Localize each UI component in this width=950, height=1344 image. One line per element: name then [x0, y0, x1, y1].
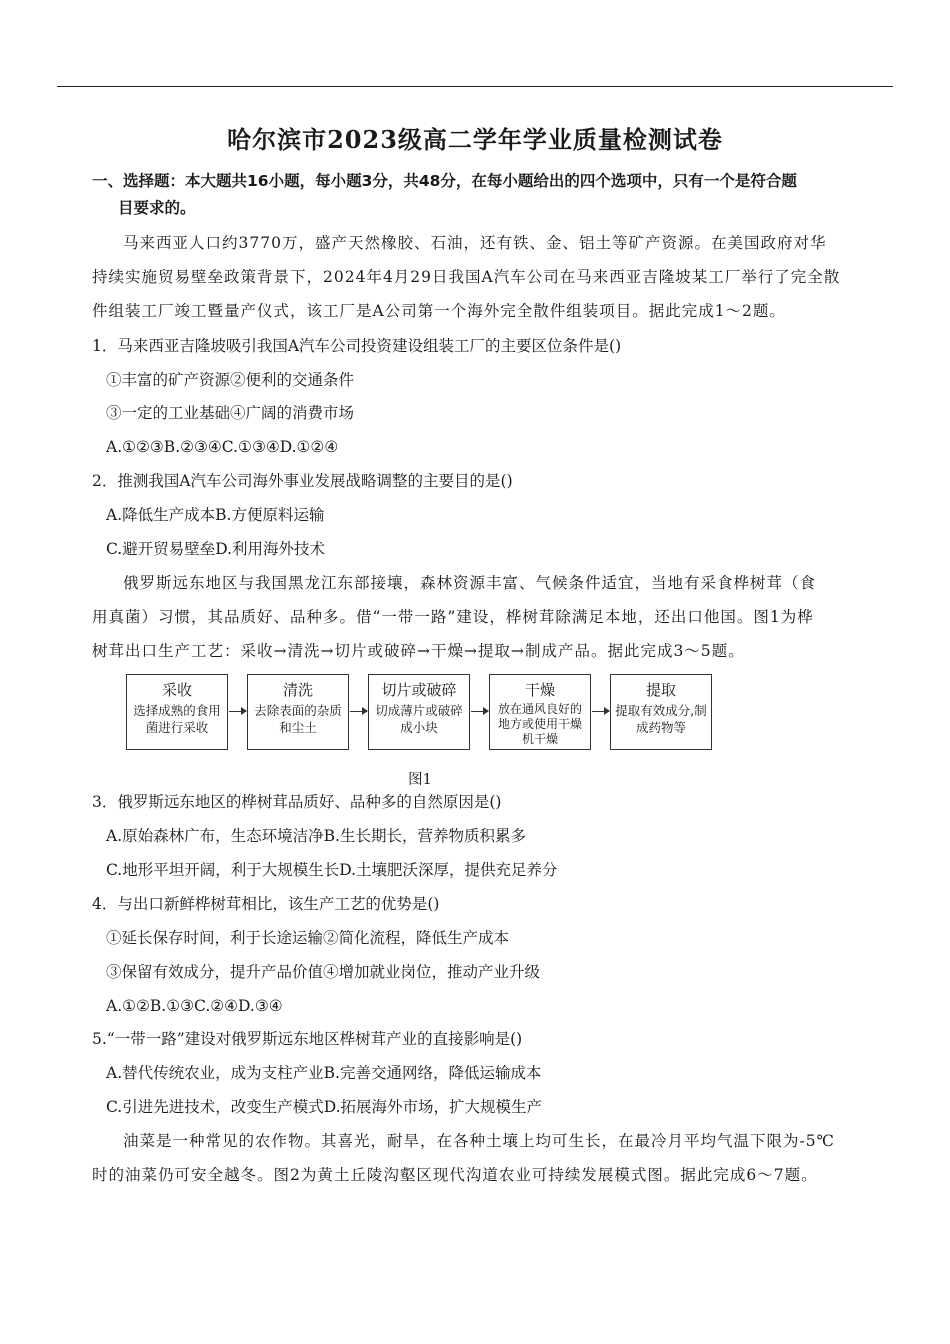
question-5-choices-ab: A.替代传统农业，成为支柱产业B.完善交通网络，降低运输成本	[106, 1064, 542, 1082]
section-heading-line2: 目要求的。	[118, 199, 196, 217]
question-1-option-line: ③一定的工业基础④广阔的消费市场	[106, 404, 355, 422]
passage-1-line: 持续实施贸易壁垒政策背景下，2024年4月29日我国A汽车公司在马来西亚吉隆坡某工厂举行了完全散	[92, 268, 841, 286]
question-4-option-line: ③保留有效成分，提升产品价值④增加就业岗位，推动产业升级	[106, 963, 541, 981]
question-3-choices-ab: A.原始森林广布，生态环境洁净B.生长期长，营养物质积累多	[106, 827, 526, 845]
question-5-choices-cd: C.引进先进技术，改变生产模式D.拓展海外市场，扩大规模生产	[106, 1098, 543, 1116]
flow-step-title: 提取	[645, 681, 676, 699]
question-2-stem: 2．推测我国A汽车公司海外事业发展战略调整的主要目的是()	[92, 472, 513, 490]
passage-3	[92, 1124, 854, 1192]
flow-step-dry	[489, 674, 591, 750]
page-title: 哈尔滨市2023级高二学年学业质量检测试卷	[227, 125, 723, 154]
passage-2	[92, 566, 854, 668]
question-1-choices: A.①②③B.②③④C.①③④D.①②④	[106, 438, 339, 456]
flow-step-desc: 切成薄片或破碎成小块	[375, 703, 463, 735]
flow-step-title: 干燥	[524, 681, 555, 699]
header-rule	[57, 86, 893, 87]
question-3-choices-cd: C.地形平坦开阔，利于大规模生长D.土壤肥沃深厚，提供充足养分	[106, 861, 558, 879]
figure-1-flow-diagram	[126, 674, 716, 752]
flow-arrow-icon	[350, 711, 367, 712]
flow-step-title: 采收	[161, 681, 192, 699]
passage-3-line: 油菜是一种常见的农作物。其喜光，耐旱，在各种土壤上均可生长，在最冷月平均气温下限为-5℃	[123, 1132, 835, 1150]
passage-1-line: 件组装工厂竣工暨量产仪式，该工厂是A公司第一个海外完全散件组装项目。据此完成1～2题。	[92, 302, 786, 320]
question-2-choices-cd: C.避开贸易壁垒D.利用海外技术	[106, 540, 326, 558]
flow-arrow-icon	[592, 711, 609, 712]
passage-2-line: 俄罗斯远东地区与我国黑龙江东部接壤，森林资源丰富、气候条件适宜，当地有采食桦树茸（食	[123, 574, 817, 592]
flow-step-title: 切片或破碎	[381, 681, 457, 699]
flow-step-desc: 去除表面的杂质和尘土	[254, 703, 342, 735]
passage-1-line: 马来西亚人口约3770万，盛产天然橡胶、石油，还有铁、金、铝土等矿产资源。在美国政府对华	[123, 234, 827, 252]
flow-step-desc: 提取有效成分,制成药物等	[615, 703, 707, 735]
question-3-stem: 3．俄罗斯远东地区的桦树茸品质好、品种多的自然原因是()	[92, 793, 502, 811]
flow-step-slice	[368, 674, 470, 750]
flow-arrow-icon	[471, 711, 488, 712]
question-1-stem: 1．马来西亚吉隆坡吸引我国A汽车公司投资建设组装工厂的主要区位条件是()	[92, 337, 622, 355]
flow-step-wash	[247, 674, 349, 750]
section-heading	[92, 168, 862, 222]
flow-step-desc: 放在通风良好的地方或使用干燥机干燥	[497, 702, 582, 746]
question-5-stem: 5.“一带一路”建设对俄罗斯远东地区桦树茸产业的直接影响是()	[92, 1030, 523, 1048]
flow-arrow-icon	[229, 711, 246, 712]
question-4-stem: 4．与出口新鲜桦树茸相比，该生产工艺的优势是()	[92, 895, 440, 913]
question-4-option-line: ①延长保存时间，利于长途运输②简化流程，降低生产成本	[106, 929, 510, 947]
passage-1	[92, 226, 854, 328]
figure-1-caption: 图1	[408, 772, 432, 788]
question-1-option-line: ①丰富的矿产资源②便利的交通条件	[106, 371, 355, 389]
question-2-choices-ab: A.降低生产成本B.方便原料运输	[106, 506, 325, 524]
passage-2-line: 用真菌）习惯，其品质好、品种多。借“一带一路”建设，桦树茸除满足本地，还出口他国。图1为桦	[92, 608, 814, 626]
flow-step-harvest	[126, 674, 228, 750]
section-heading-line1: 一、选择题：本大题共16小题，每小题3分，共48分，在每小题给出的四个选项中，只有一个是符合题	[92, 172, 797, 190]
passage-2-line: 树茸出口生产工艺：采收→清洗→切片或破碎→干燥→提取→制成产品。据此完成3～5题。	[92, 642, 745, 660]
flow-step-title: 清洗	[282, 681, 313, 699]
flow-step-desc: 选择成熟的食用菌进行采收	[133, 703, 221, 735]
flow-step-extract	[610, 674, 712, 750]
passage-3-line: 时的油菜仍可安全越冬。图2为黄土丘陵沟壑区现代沟道农业可持续发展模式图。据此完成6～7题。	[92, 1166, 818, 1184]
question-4-choices: A.①②B.①③C.②④D.③④	[106, 997, 283, 1015]
